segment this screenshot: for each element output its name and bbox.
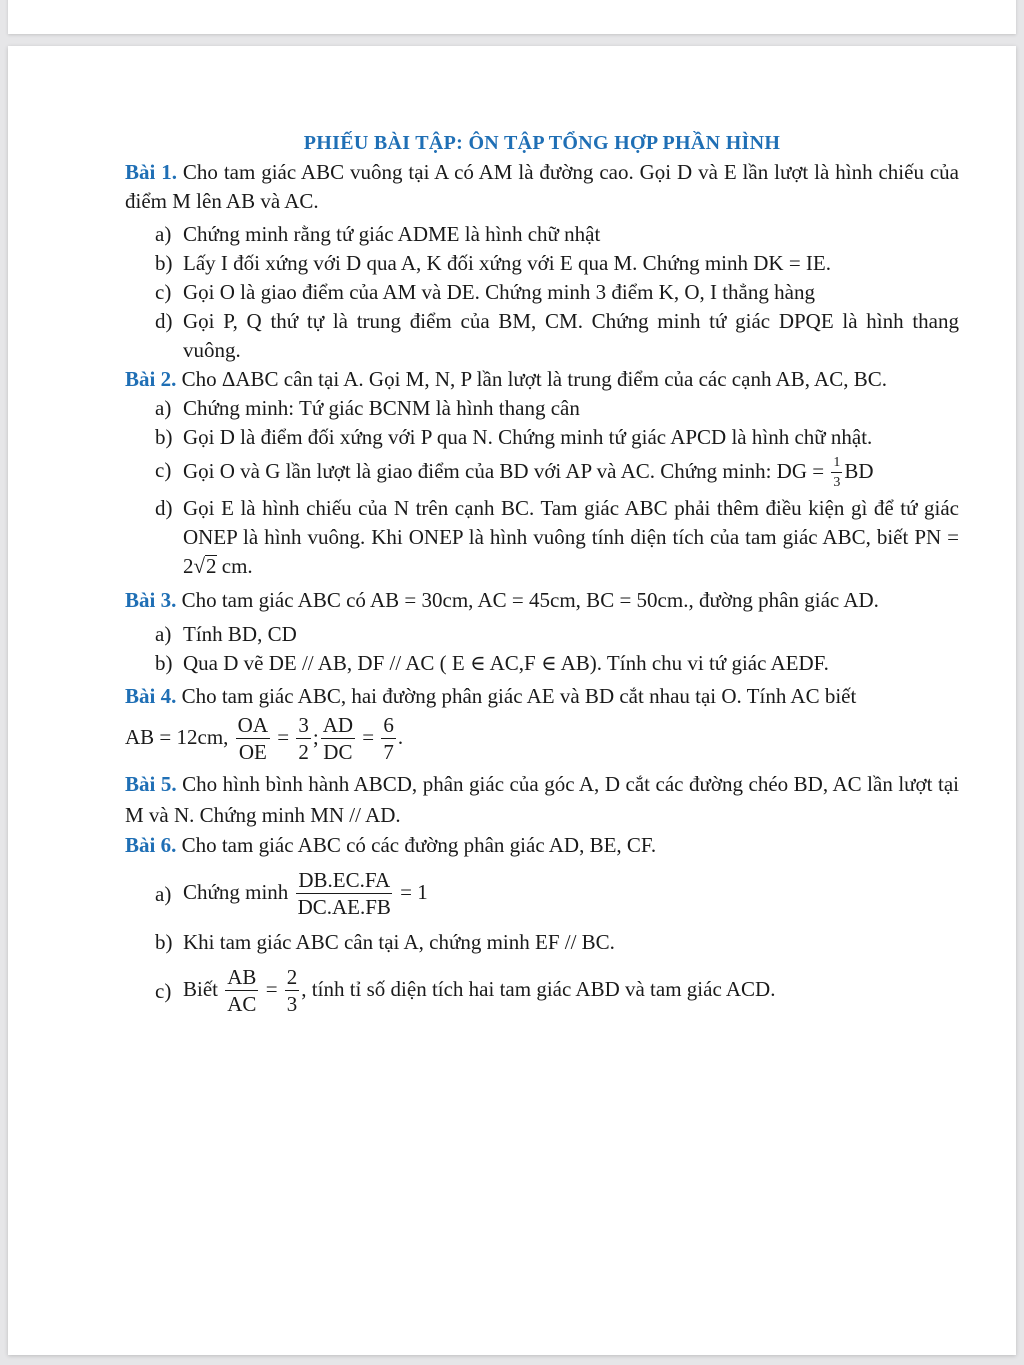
exercise-1-item-b (125, 249, 959, 278)
fraction-numerator: 6 (383, 713, 394, 737)
equals-sign: = (260, 976, 283, 1001)
exercise-1-label: Bài 1. (125, 160, 177, 184)
fraction-denominator: AC (227, 992, 257, 1016)
item-text (183, 456, 959, 490)
exercise-6-label: Bài 6. (125, 833, 177, 857)
exercise-1-item-c (125, 278, 959, 307)
exercise-1-item-a (125, 220, 959, 249)
previous-page-edge (8, 0, 1016, 34)
item-text: Gọi D là điểm đối xứng với P qua N. Chứng minh tứ giác APCD là hình chữ nhật. (183, 425, 873, 449)
formula-text: AB = 12cm, (125, 724, 234, 749)
item-label: b) (155, 651, 173, 675)
radicand: 2 (206, 554, 217, 578)
fraction-ad-dc (321, 715, 355, 763)
item-label: b) (155, 930, 173, 954)
exercise-5 (125, 769, 959, 831)
exercise-1-item-d (125, 307, 959, 365)
item-text: Gọi O là giao điểm của AM và DE. Chứng minh 3 điểm K, O, I thẳng hàng (183, 280, 815, 304)
exercise-5-label: Bài 5. (125, 772, 177, 796)
item-text (183, 967, 959, 1015)
exercise-1 (125, 158, 959, 216)
item-text: Gọi P, Q thứ tự là trung điểm của BM, CM. Chứng minh tứ giác DPQE là hình thang vuông. (183, 309, 959, 362)
item-label: a) (155, 396, 172, 420)
exercise-4 (125, 682, 959, 711)
item-text-part: cm. (216, 554, 253, 578)
fraction-numerator: AB (227, 965, 257, 989)
fraction-6-7 (381, 715, 396, 763)
exercise-6-item-b (125, 928, 959, 957)
fraction-denominator: 3 (286, 992, 298, 1016)
fraction-denominator: 2 (298, 740, 309, 764)
item-label: c) (155, 458, 172, 482)
exercise-3-label: Bài 3. (125, 588, 177, 612)
exercise-2-text: Cho ΔABC cân tại A. Gọi M, N, P lần lượt là trung điểm của các cạnh AB, AC, BC. (176, 367, 887, 391)
fraction-2-3 (285, 967, 300, 1015)
item-text-part: , tính tỉ số diện tích hai tam giác ABD và tam giác ACD. (301, 976, 776, 1001)
exercise-3-item-a (125, 620, 959, 649)
item-text (183, 870, 959, 918)
item-label: d) (155, 309, 173, 333)
fraction-numerator: DB.EC.FA (298, 868, 391, 892)
item-label: c) (155, 280, 172, 304)
fraction-denominator: DC (323, 740, 353, 764)
fraction-numerator: 2 (286, 965, 298, 989)
fraction-one-third (831, 456, 842, 490)
exercise-2-label: Bài 2. (125, 367, 177, 391)
exercise-2 (125, 365, 959, 394)
equals-sign: = (357, 724, 380, 749)
exercise-2-item-b (125, 423, 959, 452)
item-label: a) (155, 222, 172, 246)
exercise-3-item-b (125, 649, 959, 678)
exercise-6-item-c (125, 967, 959, 1015)
item-text-part: Gọi O và G lần lượt là giao điểm của BD với AP và AC. Chứng minh: DG = (183, 458, 830, 483)
item-label: c) (155, 978, 172, 1003)
item-text: Lấy I đối xứng với D qua A, K đối xứng với E qua M. Chứng minh DK = IE. (183, 251, 831, 275)
item-label: d) (155, 496, 173, 520)
item-text-part: Biết (183, 976, 224, 1001)
exercise-2-item-d (125, 494, 959, 581)
exercise-4-text: Cho tam giác ABC, hai đường phân giác AE và BD cắt nhau tại O. Tính AC biết (176, 684, 857, 708)
item-text-part: BD (844, 458, 874, 483)
exercise-4-formula (125, 715, 959, 763)
fraction-numerator: AD (322, 713, 354, 737)
exercise-6-item-a (125, 870, 959, 918)
fraction-numerator: 3 (298, 713, 309, 737)
fraction-numerator: 1 (831, 456, 842, 473)
worksheet-title: PHIẾU BÀI TẬP: ÔN TẬP TỔNG HỢP PHẦN HÌNH (303, 132, 781, 154)
exercise-2-item-c (125, 456, 959, 490)
item-text: Qua D vẽ DE // AB, DF // AC ( E ∈ AC,F ∈ AB). Tính chu vi tứ giác AEDF. (183, 651, 829, 675)
worksheet-content (125, 128, 959, 1015)
fraction-oa-oe (236, 715, 270, 763)
document-page (8, 46, 1016, 1355)
item-text: Chứng minh: Tứ giác BCNM là hình thang cân (183, 396, 580, 420)
exercise-6-text: Cho tam giác ABC có các đường phân giác AD, BE, CF. (176, 833, 657, 857)
item-text: Khi tam giác ABC cân tại A, chứng minh EF // BC. (183, 930, 615, 954)
fraction-denominator: DC.AE.FB (297, 895, 391, 919)
fraction-denominator: 3 (833, 475, 841, 490)
fraction-numerator: OA (237, 713, 269, 737)
item-label: a) (155, 622, 172, 646)
exercise-3 (125, 585, 959, 616)
item-text-part: Gọi E là hình chiếu của N trên cạnh BC. Tam giác ABC phải thêm điều kiện gì để tứ giác ONEP là hình vuông. Khi ONEP là hình vuông tính diện tích của tam giác ABC, biết PN = 2 (183, 496, 959, 578)
fraction-3-2 (296, 715, 311, 763)
fraction-denominator: 7 (383, 740, 394, 764)
exercise-2-item-a (125, 394, 959, 423)
period: . (397, 724, 404, 749)
separator: ; (312, 724, 319, 749)
exercise-3-text: Cho tam giác ABC có AB = 30cm, AC = 45cm, BC = 50cm., đường phân giác AD. (176, 588, 879, 612)
item-text-part: = 1 (394, 879, 428, 904)
exercise-6 (125, 831, 959, 860)
item-text: Chứng minh rằng tứ giác ADME là hình chữ nhật (183, 222, 601, 246)
exercise-1-text: Cho tam giác ABC vuông tại A có AM là đường cao. Gọi D và E lần lượt là hình chiếu của điểm M lên AB và AC. (125, 160, 959, 213)
fraction-denominator: OE (238, 740, 267, 764)
item-label: b) (155, 251, 173, 275)
fraction-product-ratio (296, 870, 393, 918)
sqrt-expression: √2 (193, 554, 217, 578)
item-label: b) (155, 425, 173, 449)
item-text-part: Chứng minh (183, 879, 294, 904)
equals-sign: = (272, 724, 295, 749)
fraction-ab-ac (225, 967, 258, 1015)
exercise-4-label: Bài 4. (125, 684, 177, 708)
item-text (183, 494, 959, 581)
item-text: Tính BD, CD (183, 622, 297, 646)
exercise-5-text: Cho hình bình hành ABCD, phân giác của góc A, D cắt các đường chéo BD, AC lần lượt tại M và N. Chứng minh MN // AD. (125, 772, 960, 827)
item-label: a) (155, 881, 172, 906)
